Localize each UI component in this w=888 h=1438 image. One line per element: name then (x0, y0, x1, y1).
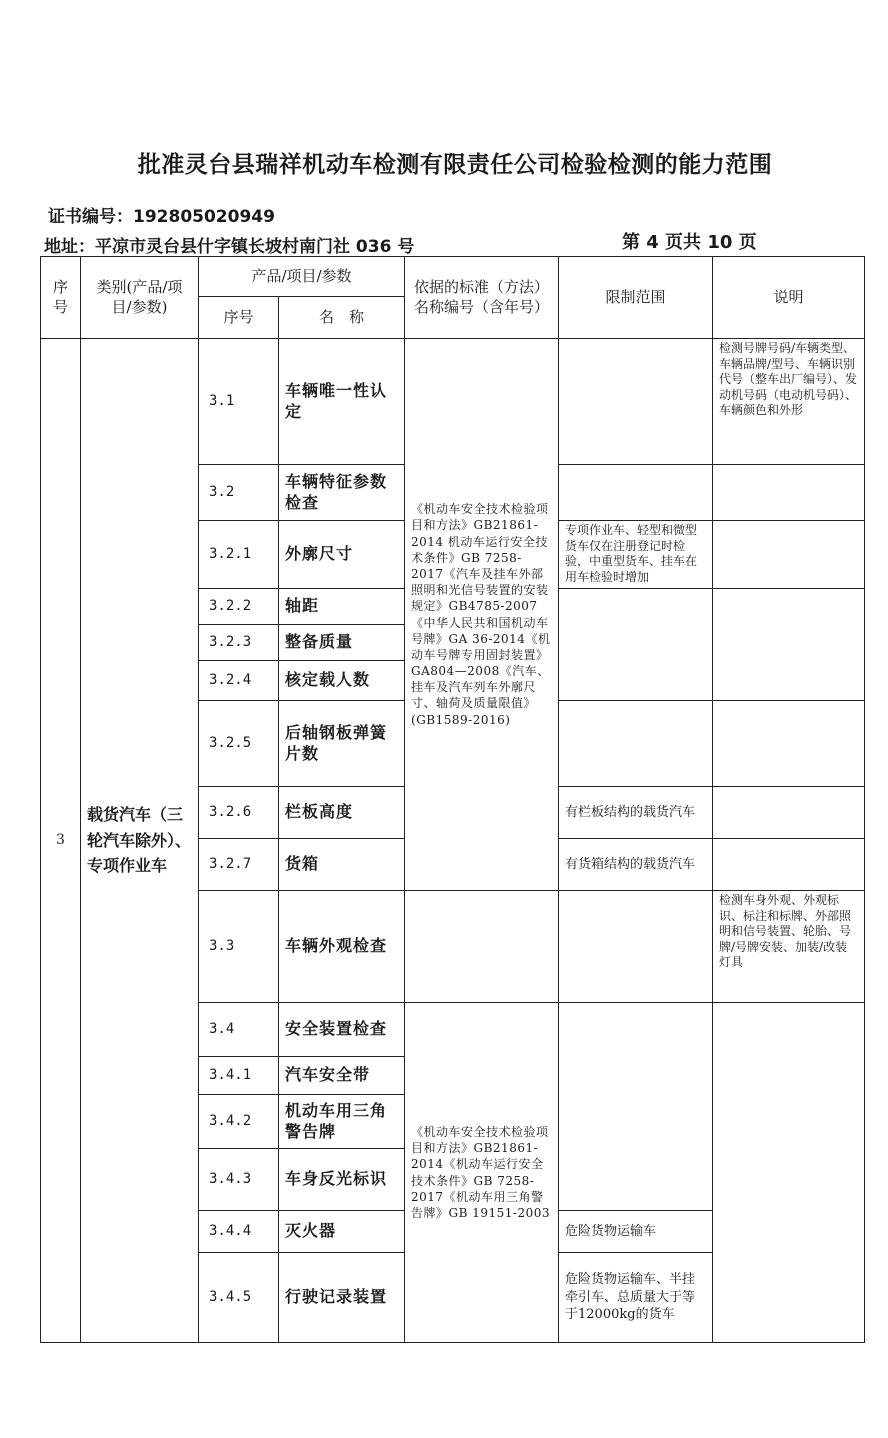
header-row (41, 257, 865, 297)
cert-label: 证书编号： (48, 207, 133, 227)
item-name: 核定载人数 (279, 661, 405, 701)
capability-table (40, 256, 865, 1343)
limit-cell (559, 891, 713, 1003)
item-name: 货箱 (279, 839, 405, 891)
group-seq: 3 (41, 339, 81, 1343)
item-name: 车身反光标识 (279, 1149, 405, 1211)
item-no: 3.1 (199, 339, 279, 465)
item-no: 3.4.3 (199, 1149, 279, 1211)
item-name: 车辆外观检查 (279, 891, 405, 1003)
col-item-no: 序号 (199, 297, 279, 339)
item-name: 外廓尺寸 (279, 521, 405, 589)
item-no: 3.2.2 (199, 589, 279, 625)
item-name: 栏板高度 (279, 787, 405, 839)
limit-3-2-6: 有栏板结构的载货汽车 (559, 787, 713, 839)
group-category: 载货汽车（三轮汽车除外）、专项作业车 (81, 339, 199, 1343)
item-no: 3.2.5 (199, 701, 279, 787)
standard-block-2: 《机动车安全技术检验项目和方法》GB21861-2014《机动车运行安全技术条件》GB 7258-2017《机动车用三角警告牌》GB 19151-2003 (405, 1003, 559, 1343)
cert-no: 192805020949 (133, 207, 275, 227)
item-name: 汽车安全带 (279, 1057, 405, 1095)
limit-3-4-5: 危险货物运输车、半挂牵引车、总质量大于等于12000kg的货车 (559, 1253, 713, 1343)
note-3-1: 检测号牌号码/车辆类型、车辆品牌/型号、车辆识别代号（整车出厂编号）、发动机号码（电动机号码）、车辆颜色和外形 (713, 339, 865, 465)
col-standard: 依据的标准（方法）名称编号（含年号） (405, 257, 559, 339)
item-name: 后轴钢板弹簧片数 (279, 701, 405, 787)
limit-cell (559, 339, 713, 465)
note-cell (713, 1003, 865, 1343)
limit-3-2-7: 有货箱结构的载货汽车 (559, 839, 713, 891)
limit-3-4-4: 危险货物运输车 (559, 1211, 713, 1253)
item-name: 车辆唯一性认定 (279, 339, 405, 465)
address: 地址：平凉市灵台县什字镇长坡村南门社 036 号 (44, 237, 415, 257)
item-name: 整备质量 (279, 625, 405, 661)
item-no: 3.4.4 (199, 1211, 279, 1253)
standard-block-1: 《机动车安全技术检验项目和方法》GB21861-2014 机动车运行安全技术条件》GB 7258-2017《汽车及挂车外部照明和光信号装置的安装规定》GB4785-2007《中华人民共和国机动车号牌》GA 36-2014《机动车号牌专用固封装置》GA804—2008《汽车、挂车及汽车列车外廓尺寸、轴荷及质量限值》(GB1589-2016) (405, 339, 559, 891)
col-product-group: 产品/项目/参数 (199, 257, 405, 297)
item-no: 3.4.1 (199, 1057, 279, 1095)
col-seq: 序号 (41, 257, 81, 339)
note-cell (713, 589, 865, 701)
note-cell (713, 701, 865, 787)
note-cell (713, 839, 865, 891)
item-no: 3.2.4 (199, 661, 279, 701)
item-name: 车辆特征参数检查 (279, 465, 405, 521)
page-title: 批准灵台县瑞祥机动车检测有限责任公司检验检测的能力范围 (137, 152, 773, 178)
note-cell (713, 787, 865, 839)
note-cell (713, 465, 865, 521)
item-name: 行驶记录装置 (279, 1253, 405, 1343)
col-limit: 限制范围 (559, 257, 713, 339)
item-name: 灭火器 (279, 1211, 405, 1253)
item-no: 3.2 (199, 465, 279, 521)
item-name: 轴距 (279, 589, 405, 625)
limit-cell (559, 465, 713, 521)
standard-cell (405, 891, 559, 1003)
limit-3-2-1: 专项作业车、轻型和微型货车仅在注册登记时检验，中重型货车、挂车在用车检验时增加 (559, 521, 713, 589)
item-no: 3.2.3 (199, 625, 279, 661)
limit-cell (559, 701, 713, 787)
col-category: 类别(产品/项目/参数) (81, 257, 199, 339)
limit-cell (559, 1003, 713, 1211)
table-row (41, 339, 865, 465)
certificate-number (48, 202, 275, 227)
item-no: 3.4.5 (199, 1253, 279, 1343)
item-name: 安全装置检查 (279, 1003, 405, 1057)
item-name: 机动车用三角警告牌 (279, 1095, 405, 1149)
item-no: 3.4.2 (199, 1095, 279, 1149)
col-note: 说明 (713, 257, 865, 339)
note-cell (713, 521, 865, 589)
col-item-name: 名 称 (279, 297, 405, 339)
item-no: 3.2.1 (199, 521, 279, 589)
limit-cell (559, 589, 713, 701)
note-3-3: 检测车身外观、外观标识、标注和标牌、外部照明和信号装置、轮胎、号牌/号牌安装、加装/改装灯具 (713, 891, 865, 1003)
item-no: 3.2.6 (199, 787, 279, 839)
item-no: 3.2.7 (199, 839, 279, 891)
page-number: 第 4 页共 10 页 (622, 232, 757, 253)
item-no: 3.4 (199, 1003, 279, 1057)
item-no: 3.3 (199, 891, 279, 1003)
